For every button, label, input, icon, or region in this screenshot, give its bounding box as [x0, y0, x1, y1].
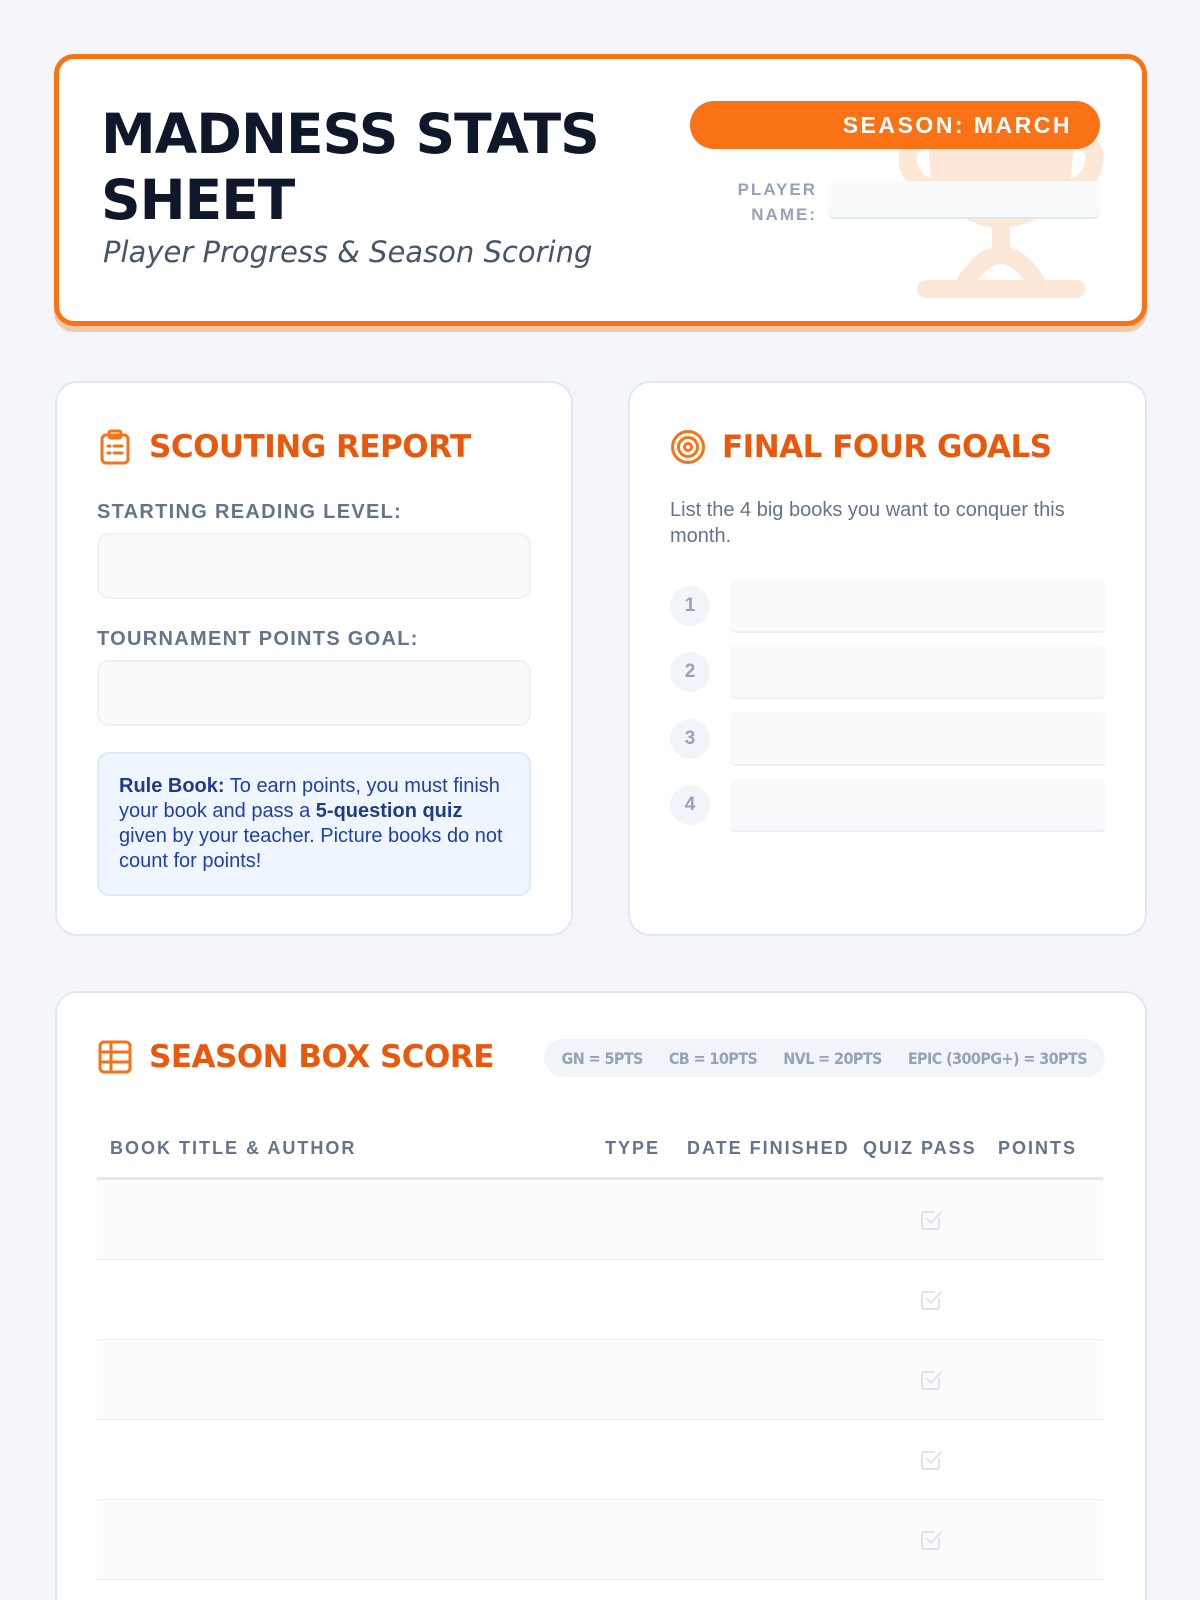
- goal-input[interactable]: [730, 645, 1106, 699]
- boxscore-title: SEASON BOX SCORE: [149, 1039, 494, 1075]
- reading-level-label: STARTING READING LEVEL:: [97, 501, 403, 523]
- scouting-title: SCOUTING REPORT: [149, 429, 471, 465]
- season-badge: SEASON: MARCH: [690, 101, 1100, 149]
- column-header-points: POINTS: [998, 1138, 1078, 1158]
- checkbox-icon[interactable]: [919, 1448, 943, 1472]
- rule-bold-text: 5-question quiz: [315, 800, 463, 822]
- target-icon: [670, 429, 706, 465]
- goal-input[interactable]: [730, 579, 1106, 633]
- page-title: MADNESS STATS SHEET: [101, 102, 599, 232]
- goal-input[interactable]: [730, 778, 1106, 832]
- goals-header: [670, 429, 1052, 465]
- boxscore-header: [97, 1039, 494, 1075]
- goal-row: [670, 645, 1106, 699]
- scouting-report-card: [55, 381, 573, 936]
- column-header-type: TYPE: [605, 1138, 661, 1158]
- table-grid-icon: [97, 1039, 133, 1075]
- checkbox-icon[interactable]: [919, 1368, 943, 1392]
- table-header: [97, 1118, 1103, 1180]
- table-row[interactable]: [97, 1260, 1103, 1340]
- goals-title: FINAL FOUR GOALS: [722, 429, 1052, 465]
- rule-text-2: given by your teacher. Picture books do not count for points!: [119, 825, 503, 872]
- page-subtitle: Player Progress & Season Scoring: [103, 235, 593, 269]
- points-goal-label: TOURNAMENT POINTS GOAL:: [97, 628, 419, 650]
- column-header-date: DATE FINISHED: [687, 1138, 850, 1158]
- checkbox-icon[interactable]: [919, 1288, 943, 1312]
- legend-item: NVL = 20PTS: [783, 1048, 882, 1068]
- points-legend: [544, 1039, 1105, 1077]
- column-header-quiz: QUIZ PASS: [863, 1138, 977, 1158]
- goal-input[interactable]: [730, 712, 1106, 766]
- table-row[interactable]: [97, 1340, 1103, 1420]
- legend-item: CB = 10PTS: [668, 1048, 758, 1068]
- rule-book-label: Rule Book:: [119, 775, 225, 797]
- legend-item: GN = 5PTS: [561, 1048, 643, 1068]
- clipboard-icon: [97, 429, 133, 465]
- table-body: [97, 1180, 1103, 1580]
- checkbox-icon[interactable]: [919, 1208, 943, 1232]
- goals-description: List the 4 big books you want to conquer this month.: [670, 499, 1065, 547]
- player-name-label: PLAYER NAME:: [737, 180, 817, 224]
- goal-number: 4: [670, 785, 710, 825]
- player-name-field[interactable]: [828, 181, 1100, 219]
- rule-book-note: [97, 752, 531, 896]
- goal-number: 2: [670, 652, 710, 692]
- legend-item: EPIC (300PG+) = 30PTS: [907, 1048, 1087, 1068]
- rule-text-1: To earn points, you must finish your book and pass a: [119, 775, 500, 822]
- table-row[interactable]: [97, 1500, 1103, 1580]
- column-header-title: BOOK TITLE & AUTHOR: [110, 1138, 357, 1158]
- table-row[interactable]: [97, 1180, 1103, 1260]
- final-four-goals-card: [628, 381, 1147, 936]
- scouting-header: [97, 429, 471, 465]
- season-box-score-card: [55, 991, 1147, 1600]
- goal-number: 1: [670, 586, 710, 626]
- goal-row: [670, 778, 1106, 832]
- points-goal-field[interactable]: [97, 660, 531, 726]
- checkbox-icon[interactable]: [919, 1528, 943, 1552]
- header-card: [54, 54, 1147, 326]
- box-score-table: [97, 1118, 1103, 1580]
- table-row[interactable]: [97, 1420, 1103, 1500]
- goal-number: 3: [670, 719, 710, 759]
- reading-level-field[interactable]: [97, 533, 531, 599]
- goal-row: [670, 579, 1106, 633]
- goal-row: [670, 712, 1106, 766]
